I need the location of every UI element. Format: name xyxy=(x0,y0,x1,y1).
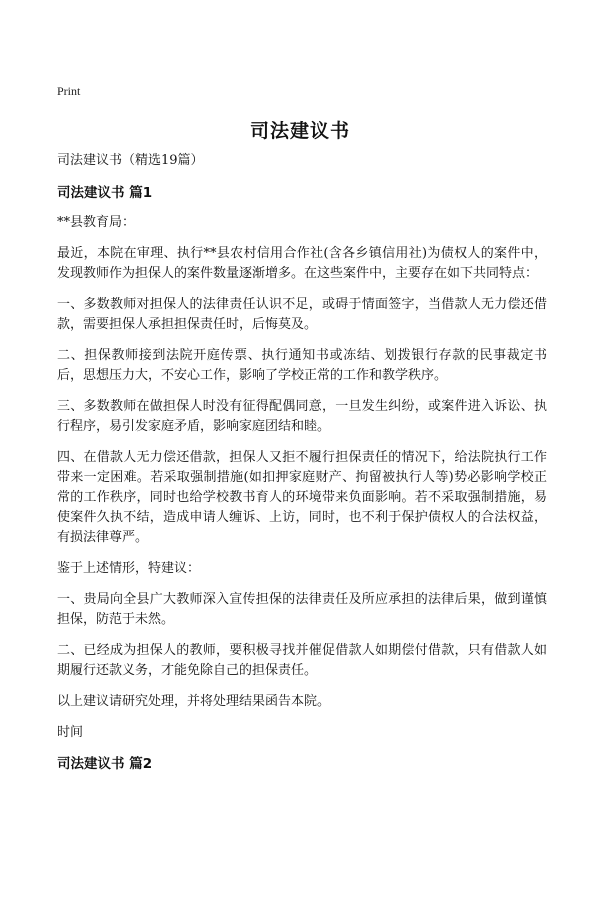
paragraph-suggestion-intro: 鉴于上述情形，特建议： xyxy=(57,561,201,576)
letter-greeting: **县教育局： xyxy=(57,215,136,230)
section-heading-2: 司法建议书 篇2 xyxy=(57,756,153,772)
paragraph-point-4: 四、在借款人无力偿还借款，担保人又拒不履行担保责任的情况下，给法院执行工作带来一定困难。若采取强制措施(如扣押家庭财产、拘留被执行人等)势必影响学校正常的工作秩序，同时也给学校教书育人的环境带来负面影响。若不采取强制措施，易使案件久执不结，造成申请人缠诉、上访，同时，也不利于保护债权人的合法权益，有损法律尊严。 xyxy=(57,450,547,545)
paragraph-point-2: 二、担保教师接到法院开庭传票、执行通知书或冻结、划拨银行存款的民事裁定书后，思想压力大，不安心工作，影响了学校正常的工作和教学秩序。 xyxy=(57,348,547,383)
document-title: 司法建议书 xyxy=(249,120,350,142)
document-body xyxy=(57,151,547,784)
paragraph-intro: 最近，本院在审理、执行**县农村信用合作社(含各乡镇信用社)为债权人的案件中，发现教师作为担保人的案件数量逐渐增多。在这些案件中，主要存在如下共同特点： xyxy=(57,246,547,281)
print-label: Print xyxy=(57,84,81,98)
paragraph-point-1: 一、多数教师对担保人的法律责任认识不足，或碍于情面签字，当借款人无力偿还借款，需要担保人承担担保责任时，后悔莫及。 xyxy=(57,297,547,332)
document-subtitle: 司法建议书（精选19篇） xyxy=(57,153,204,168)
paragraph-point-3: 三、多数教师在做担保人时没有征得配偶同意，一旦发生纠纷，或案件进入诉讼、执行程序，易引发家庭矛盾，影响家庭团结和睦。 xyxy=(57,399,547,434)
section-heading-1: 司法建议书 篇1 xyxy=(57,185,153,201)
paragraph-date: 时间 xyxy=(57,725,84,740)
paragraph-suggestion-1: 一、贵局向全县广大教师深入宣传担保的法律责任及所应承担的法律后果，做到谨慎担保，防范于未然。 xyxy=(57,592,547,627)
paragraph-suggestion-2: 二、已经成为担保人的教师，要积极寻找并催促借款人如期偿付借款，只有借款人如期履行还款义务，才能免除自己的担保责任。 xyxy=(57,643,547,678)
paragraph-closing: 以上建议请研究处理，并将处理结果函告本院。 xyxy=(57,694,331,709)
